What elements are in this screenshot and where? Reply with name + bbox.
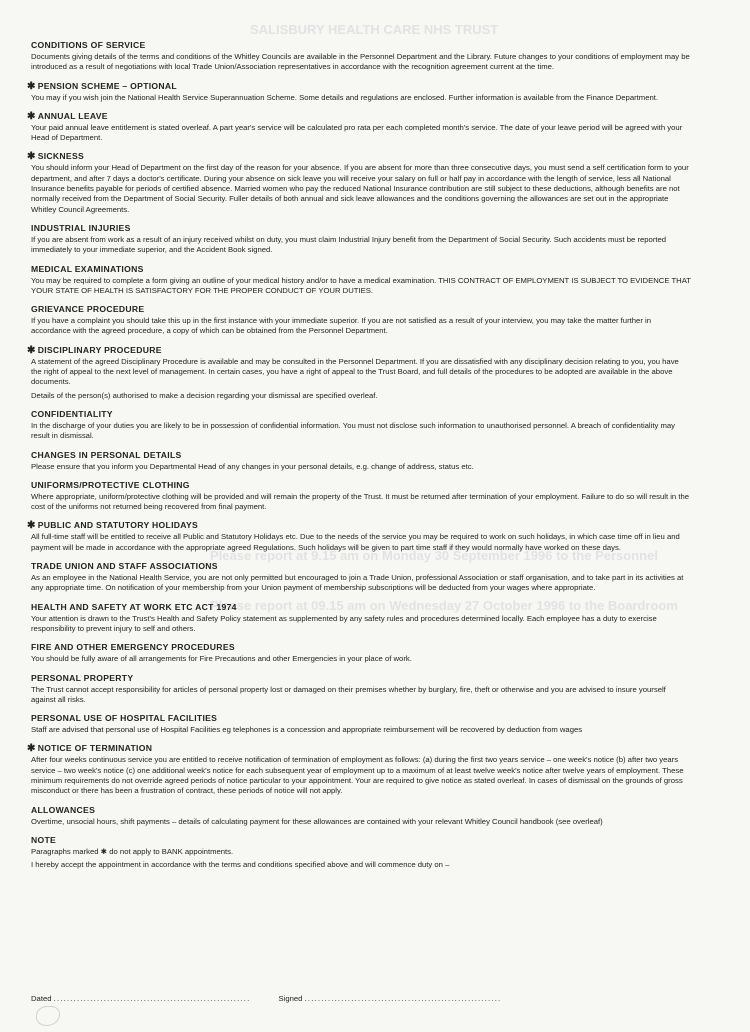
section (27, 80, 691, 103)
asterisk-icon: ✱ (27, 151, 36, 163)
section-heading-text: ANNUAL LEAVE (37, 110, 108, 121)
section-heading (31, 835, 691, 846)
section-heading-text: GRIEVANCE PROCEDURE (31, 304, 145, 315)
section-heading-text: ALLOWANCES (31, 804, 96, 815)
section-paragraph: As an employee in the National Health Service, you are not only permitted but encouraged to join a Trade Union, professional Association or staff organisation, and to take part in its activities at any appropriate time. On notification of your membership from your Union payment of membership subscriptions will be deducted from your wages where appropriate. (31, 573, 684, 593)
section-paragraph: You should be fully aware of all arrangements for Fire Precautions and other Emergencies in your place of work. (31, 654, 412, 664)
section-paragraph: Please ensure that you inform you Departmental Head of any changes in your personal details, e.g. change of address, status etc. (31, 461, 474, 471)
section-heading (27, 520, 691, 532)
section-paragraph: After four weeks continuous service you are entitled to receive notification of termination of employment as follows: (a) during the first two years service – one week's notice (b) after two years service – two week's notice (c) one additional week's notice for each subsequent year of employment up to a maximum of at least twelve week's notice after twelve years of employment. These minimum requirements do not override agreed periods of notice particular to your appointment. Your are required to give notice as stated overleaf. In cases of dismissal on the grounds of gross misconduct or there has been a frustration of contract, these periods of notice will not apply. (31, 755, 684, 796)
section-paragraph: Your attention is drawn to the Trust's Health and Safety Policy statement as supplemented by any safety rules and procedures determined locally. Each employee has a duty to exercise responsibility to prevent injury to self and others. (31, 613, 657, 633)
section-paragraph: Details of the person(s) authorised to make a decision regarding your dismissal are specified overleaf. (31, 390, 378, 400)
show-through-text: Please report at 09.15 am on Wednesday 27 October 1996 to the Boardroom (210, 598, 678, 613)
section-heading-text: TRADE UNION AND STAFF ASSOCIATIONS (31, 561, 218, 572)
section (31, 713, 691, 735)
section-paragraph: You should inform your Head of Department on the first day of the reason for your absence. If you are absent for more than three consecutive days, you must send a self certification form to your department, and after 7 days a doctor's certificate. During your absence on sick leave you will receive your salary on full or half pay in accordance with the length of service, less all National Insurance benefits payable for periods of certified absence. Married women who pay the reduced National Insurance contribution are still subject to these deductions, although benefits are not normally received from the Department of Social Security. Fuller details of both annual and sick leave allowances and the conditions governing the allowances are set out in the appropriate Whitley Council Agreements. (31, 163, 689, 214)
section (31, 561, 691, 594)
section (31, 450, 691, 472)
section-heading (27, 344, 691, 356)
section-heading (31, 713, 691, 724)
signed-field[interactable] (278, 994, 501, 1003)
section-paragraph: Where appropriate, uniform/protective clothing will be provided and will remain the property of the Trust. It must be returned after termination of your employment. Failure to do so will result in the cost of the uniforms not returned being recovered from final payment. (31, 491, 690, 512)
section-heading (27, 110, 691, 122)
section-paragraph: The Trust cannot accept responsibility for articles of personal property lost or damaged on their premises whether by burglary, fire, theft or otherwise and you are advised to insure yourself against all risks. (31, 684, 666, 704)
section-heading-text: DISCIPLINARY PROCEDURE (37, 344, 162, 355)
section-paragraph: I hereby accept the appointment in accordance with the terms and conditions specified above and will commence duty on – (31, 860, 450, 870)
section-paragraph: Overtime, unsocial hours, shift payments – details of calculating payment for these allowances are contained with your relevant Whitley Council handbook (see overleaf) (31, 816, 603, 826)
dated-line: ........................................................... (53, 994, 251, 1003)
section-heading (27, 743, 691, 755)
asterisk-icon: ✱ (27, 743, 36, 755)
section-heading (31, 673, 691, 684)
section (31, 304, 691, 337)
handwritten-mark (36, 1006, 60, 1026)
section-heading (31, 40, 691, 51)
asterisk-icon: ✱ (27, 110, 36, 122)
section-heading-text: PENSION SCHEME – OPTIONAL (37, 80, 177, 91)
dated-field[interactable] (31, 994, 250, 1003)
asterisk-icon: ✱ (27, 520, 36, 532)
section-heading (31, 450, 691, 461)
section-heading-text: INDUSTRIAL INJURIES (31, 222, 131, 233)
section-heading (31, 223, 691, 234)
section-heading-text: UNIFORMS/PROTECTIVE CLOTHING (31, 479, 190, 490)
conditions-text (27, 40, 691, 878)
section-heading (31, 602, 691, 613)
section (31, 805, 691, 827)
section-heading-text: PERSONAL PROPERTY (31, 672, 134, 683)
section-heading-text: MEDICAL EXAMINATIONS (31, 263, 144, 274)
section-heading-text: PERSONAL USE OF HOSPITAL FACILITIES (31, 713, 218, 724)
section-paragraph: You may be required to complete a form giving an outline of your medical history and/or to have a medical examination. THIS CONTRACT OF EMPLOYMENT IS SUBJECT TO EVIDENCE THAT YOUR STATE OF HEALTH IS SATISFACTORY FOR THE PROPER CONDUCT OF YOUR DUTIES. (31, 275, 691, 295)
asterisk-icon: ✱ (27, 80, 36, 92)
section-heading (31, 264, 691, 275)
section-paragraph: In the discharge of your duties you are likely to be in possession of confidential information. You must not disclose such information to unauthorised personnel. A breach of confidentiality may result in dismissal. (31, 420, 675, 441)
section (27, 344, 691, 401)
section-paragraph: Paragraphs marked ✱ do not apply to BANK appointments. (31, 846, 234, 856)
signed-label: Signed (278, 994, 303, 1003)
section-heading-text: NOTE (31, 834, 57, 845)
section-paragraph: You may if you wish join the National Health Service Superannuation Scheme. Some details and regulations are enclosed. Further information is available from the Finance Department. (31, 92, 659, 102)
section-heading (31, 561, 691, 572)
section-paragraph: Documents giving details of the terms and conditions of the Whitley Councils are available in the Personnel Department and the Library. Future changes to your conditions of employment may be introduced as a result of negotiations with local Trade Union/Association representatives in accordance with the recognition agreement current at the time. (31, 52, 690, 72)
section (27, 151, 691, 214)
section-heading (27, 151, 691, 163)
section (31, 673, 691, 706)
section (27, 743, 691, 796)
dated-label: Dated (31, 994, 52, 1003)
signed-line: ........................................................... (304, 994, 502, 1003)
section-heading-text: CHANGES IN PERSONAL DETAILS (31, 449, 182, 460)
section-paragraph: A statement of the agreed Disciplinary Procedure is available and may be consulted in the Personnel Department. If you are dissatisfied with any disciplinary decision relating to you, you have the right of appeal to the next level of management. In certain cases, you have a right of appeal to the Trust Board, and full details of the procedures to be adopted are available in the above documents. (31, 356, 679, 387)
section (27, 110, 691, 144)
section (31, 409, 691, 442)
section (31, 602, 691, 635)
section-paragraph: Your paid annual leave entitlement is stated overleaf. A part year's service will be calculated pro rata per each completed month's service. The date of your leave period will be agreed with your Head of Department. (31, 122, 683, 143)
section-paragraph: If you are absent from work as a result of an injury received whilst on duty, you must claim Industrial Injury benefit from the Department of Social Security. Such accidents must be reported immediately to your immediate superior, and the Accident Book signed. (31, 234, 667, 255)
asterisk-icon: ✱ (27, 344, 36, 356)
section (31, 480, 691, 513)
section-heading-text: PUBLIC AND STATUTORY HOLIDAYS (37, 520, 199, 531)
section-heading-text: HEALTH AND SAFETY AT WORK ETC ACT 1974 (31, 601, 237, 612)
section-heading (31, 480, 691, 491)
section (31, 223, 691, 256)
section-heading-text: SICKNESS (37, 151, 85, 162)
section (27, 520, 691, 553)
section-heading-text: FIRE AND OTHER EMERGENCY PROCEDURES (31, 642, 235, 653)
section-heading-text: CONDITIONS OF SERVICE (31, 40, 146, 50)
section (31, 835, 691, 871)
section (31, 642, 691, 664)
section-paragraph: Staff are advised that personal use of Hospital Facilities eg telephones is a concession and appropriate reimbursement will be recovered by deduction from wages (31, 725, 583, 735)
section-paragraph: All full-time staff will be entitled to receive all Public and Statutory Holidays etc. Due to the needs of the service you may be required to work on such holidays, in which case time off in lieu and payment will be made in accordance with the appropriate agreed Regulations. Such holidays will be given to part time staff if they would normally have worked on these days. (31, 532, 680, 552)
section-heading (31, 409, 691, 420)
signature-row (31, 994, 531, 1003)
section-heading (27, 80, 691, 92)
section-heading (31, 642, 691, 653)
section (31, 264, 691, 297)
section-heading-text: CONFIDENTIALITY (31, 408, 113, 419)
section-heading-text: NOTICE OF TERMINATION (37, 743, 153, 754)
section-paragraph: If you have a complaint you should take this up in the first instance with your immediate superior. If you are not satisfied as a result of your interview, you may take the matter further in accordance with the agreed procedure, a copy of which can be obtained from the Personnel Department. (31, 316, 652, 336)
section-heading (31, 304, 691, 315)
show-through-text: SALISBURY HEALTH CARE NHS TRUST (250, 22, 499, 37)
show-through-text: Please report at 9.15 am on Monday 30 September 1996 to the Personnel (210, 548, 658, 563)
section (31, 40, 691, 73)
section-heading (31, 805, 691, 816)
